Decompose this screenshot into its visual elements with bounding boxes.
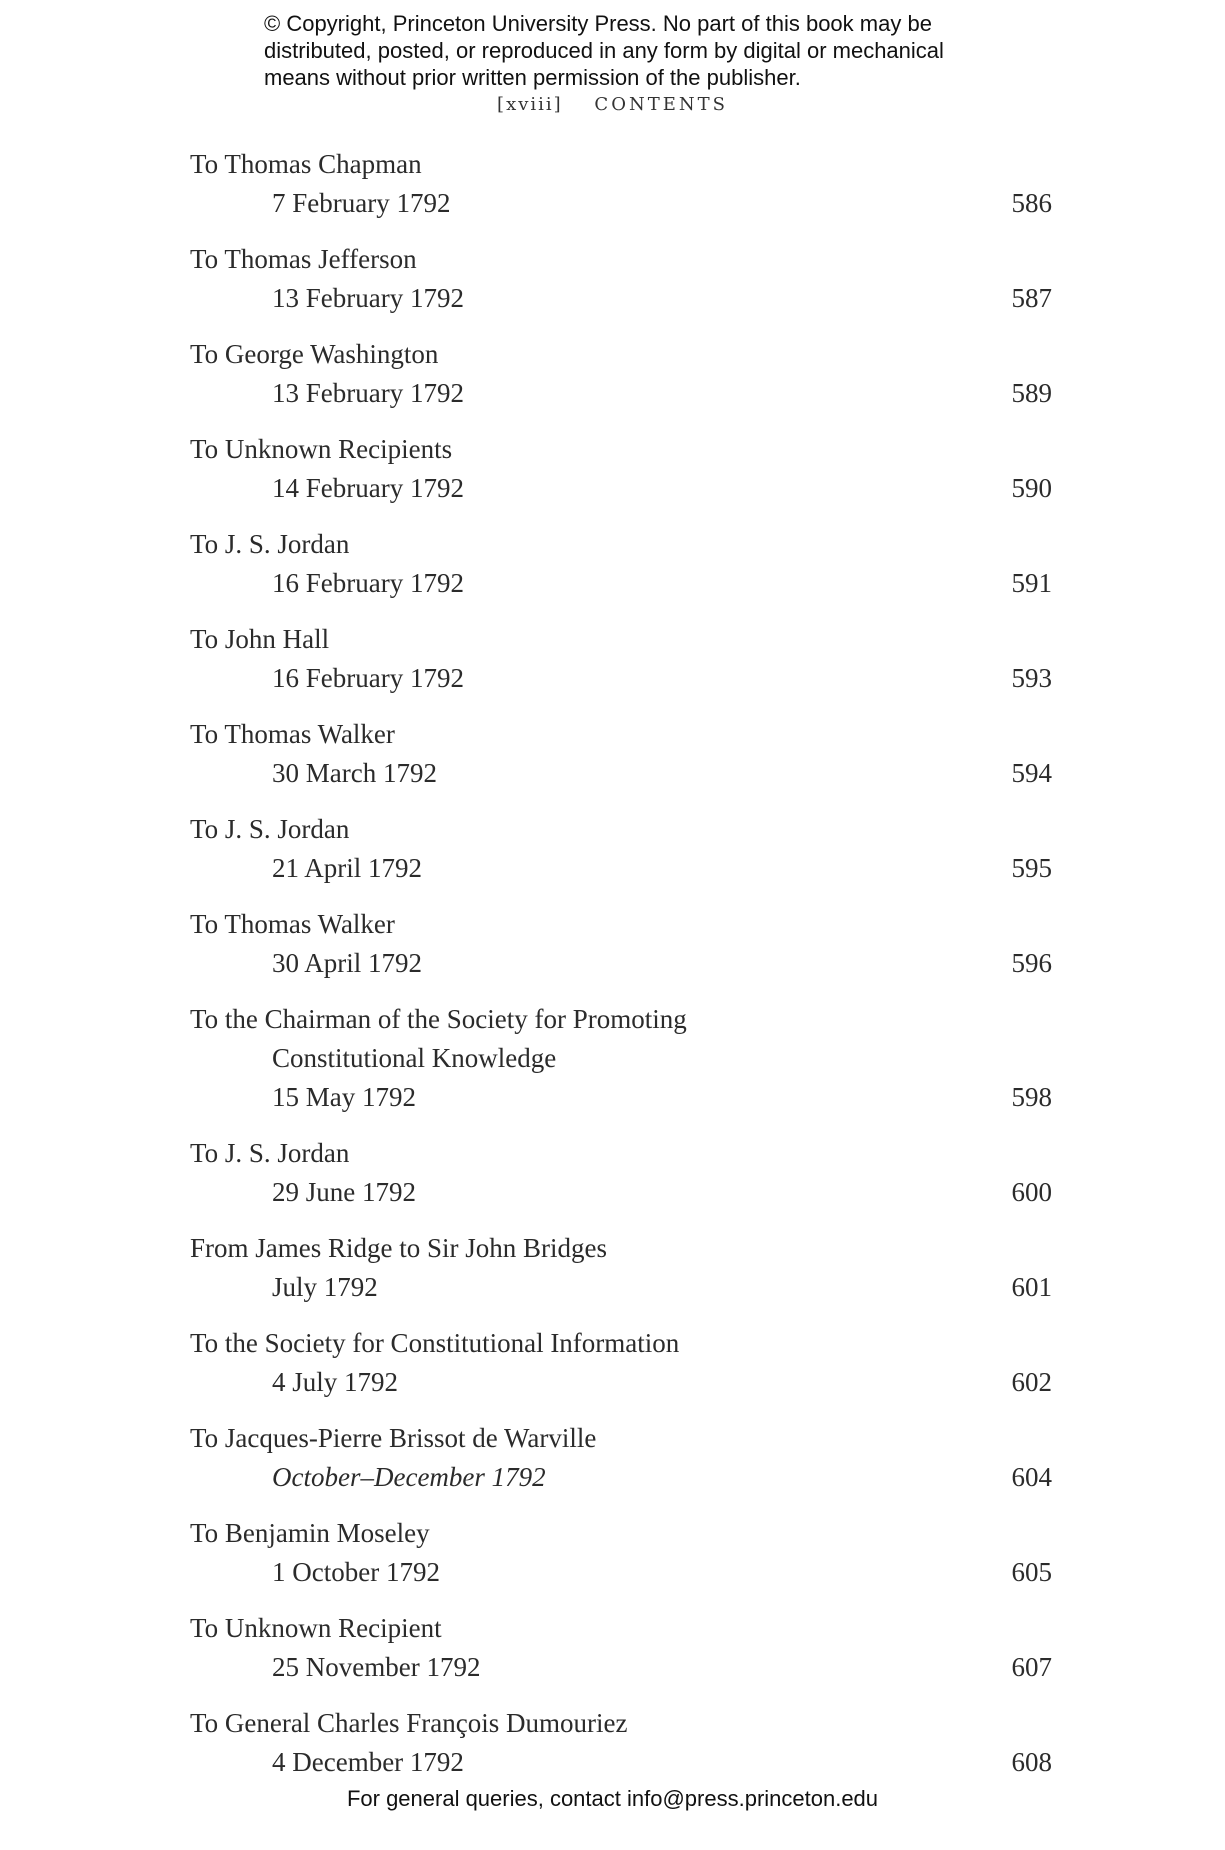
entry-page: 600 bbox=[1011, 1177, 1052, 1207]
entry-title: To Benjamin Moseley bbox=[190, 1518, 430, 1548]
entry-date: July 1792 bbox=[272, 1272, 378, 1302]
copyright-line: © Copyright, Princeton University Press. No part of this book may be bbox=[264, 11, 932, 36]
contents-entry bbox=[190, 1134, 1052, 1212]
contents-list bbox=[190, 145, 1052, 1799]
entry-title: To George Washington bbox=[190, 339, 439, 369]
entry-date: 4 July 1792 bbox=[272, 1367, 399, 1397]
section-title: CONTENTS bbox=[594, 94, 728, 115]
entry-date: 13 February 1792 bbox=[272, 283, 464, 313]
copyright-notice bbox=[264, 10, 984, 91]
contents-entry bbox=[190, 1609, 1052, 1687]
entry-date: 30 April 1792 bbox=[272, 948, 423, 978]
entry-date: 1 October 1792 bbox=[272, 1557, 440, 1587]
entry-page: 589 bbox=[1011, 378, 1052, 408]
entry-page: 586 bbox=[1011, 188, 1052, 218]
entry-title: To J. S. Jordan bbox=[190, 814, 350, 844]
entry-page: 595 bbox=[1011, 853, 1052, 883]
contents-entry bbox=[190, 1704, 1052, 1782]
entry-date: 16 February 1792 bbox=[272, 568, 464, 598]
entry-title: To J. S. Jordan bbox=[190, 1138, 350, 1168]
entry-title: To the Society for Constitutional Information bbox=[190, 1328, 680, 1358]
contents-entry bbox=[190, 145, 1052, 223]
entry-page: 601 bbox=[1011, 1272, 1052, 1302]
entry-date: October–December 1792 bbox=[272, 1462, 546, 1492]
entry-date: 21 April 1792 bbox=[272, 853, 423, 883]
entry-page: 605 bbox=[1011, 1557, 1052, 1587]
entry-page: 593 bbox=[1011, 663, 1052, 693]
entry-date: 4 December 1792 bbox=[272, 1747, 464, 1777]
contents-entry bbox=[190, 620, 1052, 698]
entry-title: To Jacques-Pierre Brissot de Warville bbox=[190, 1423, 597, 1453]
contents-entry bbox=[190, 1514, 1052, 1592]
entry-page: 607 bbox=[1011, 1652, 1052, 1682]
contents-entry bbox=[190, 715, 1052, 793]
contents-entry bbox=[190, 1419, 1052, 1497]
entry-date: 30 March 1792 bbox=[272, 758, 437, 788]
entry-date: 13 February 1792 bbox=[272, 378, 464, 408]
contents-entry bbox=[190, 810, 1052, 888]
entry-date: 25 November 1792 bbox=[272, 1652, 481, 1682]
entry-title: To John Hall bbox=[190, 624, 330, 654]
entry-page: 604 bbox=[1011, 1462, 1052, 1492]
entry-title: To Thomas Walker bbox=[190, 909, 395, 939]
entry-title: To the Chairman of the Society for Promoting bbox=[190, 1004, 687, 1034]
contents-entry bbox=[190, 1229, 1052, 1307]
entry-page: 608 bbox=[1011, 1747, 1052, 1777]
entry-page: 594 bbox=[1011, 758, 1052, 788]
entry-page: 596 bbox=[1011, 948, 1052, 978]
entry-title: To Unknown Recipients bbox=[190, 434, 453, 464]
contents-entry bbox=[190, 905, 1052, 983]
entry-date: 15 May 1792 bbox=[272, 1082, 416, 1112]
page-folio: [xviii] bbox=[497, 94, 563, 115]
entry-date: 14 February 1792 bbox=[272, 473, 464, 503]
entry-title: To Thomas Chapman bbox=[190, 149, 422, 179]
contents-entry bbox=[190, 1000, 1052, 1117]
entry-title-continuation: Constitutional Knowledge bbox=[272, 1043, 557, 1073]
copyright-line: means without prior written permission of the publisher. bbox=[264, 65, 801, 90]
entry-title: To Unknown Recipient bbox=[190, 1613, 442, 1643]
entry-page: 598 bbox=[1011, 1082, 1052, 1112]
entry-page: 602 bbox=[1011, 1367, 1052, 1397]
entry-date: 29 June 1792 bbox=[272, 1177, 416, 1207]
entry-title: From James Ridge to Sir John Bridges bbox=[190, 1233, 607, 1263]
entry-title: To Thomas Jefferson bbox=[190, 244, 417, 274]
contents-entry bbox=[190, 430, 1052, 508]
entry-date: 16 February 1792 bbox=[272, 663, 464, 693]
contents-entry bbox=[190, 525, 1052, 603]
copyright-line: distributed, posted, or reproduced in any form by digital or mechanical bbox=[264, 38, 944, 63]
running-head bbox=[0, 94, 1225, 115]
contents-entry bbox=[190, 335, 1052, 413]
entry-page: 587 bbox=[1011, 283, 1052, 313]
entry-date: 7 February 1792 bbox=[272, 188, 451, 218]
entry-title: To J. S. Jordan bbox=[190, 529, 350, 559]
contents-entry bbox=[190, 1324, 1052, 1402]
entry-page: 591 bbox=[1011, 568, 1052, 598]
entry-title: To General Charles François Dumouriez bbox=[190, 1708, 628, 1738]
entry-title: To Thomas Walker bbox=[190, 719, 395, 749]
entry-page: 590 bbox=[1011, 473, 1052, 503]
footer-contact: For general queries, contact info@press.princeton.edu bbox=[346, 1786, 879, 1811]
contents-entry bbox=[190, 240, 1052, 318]
